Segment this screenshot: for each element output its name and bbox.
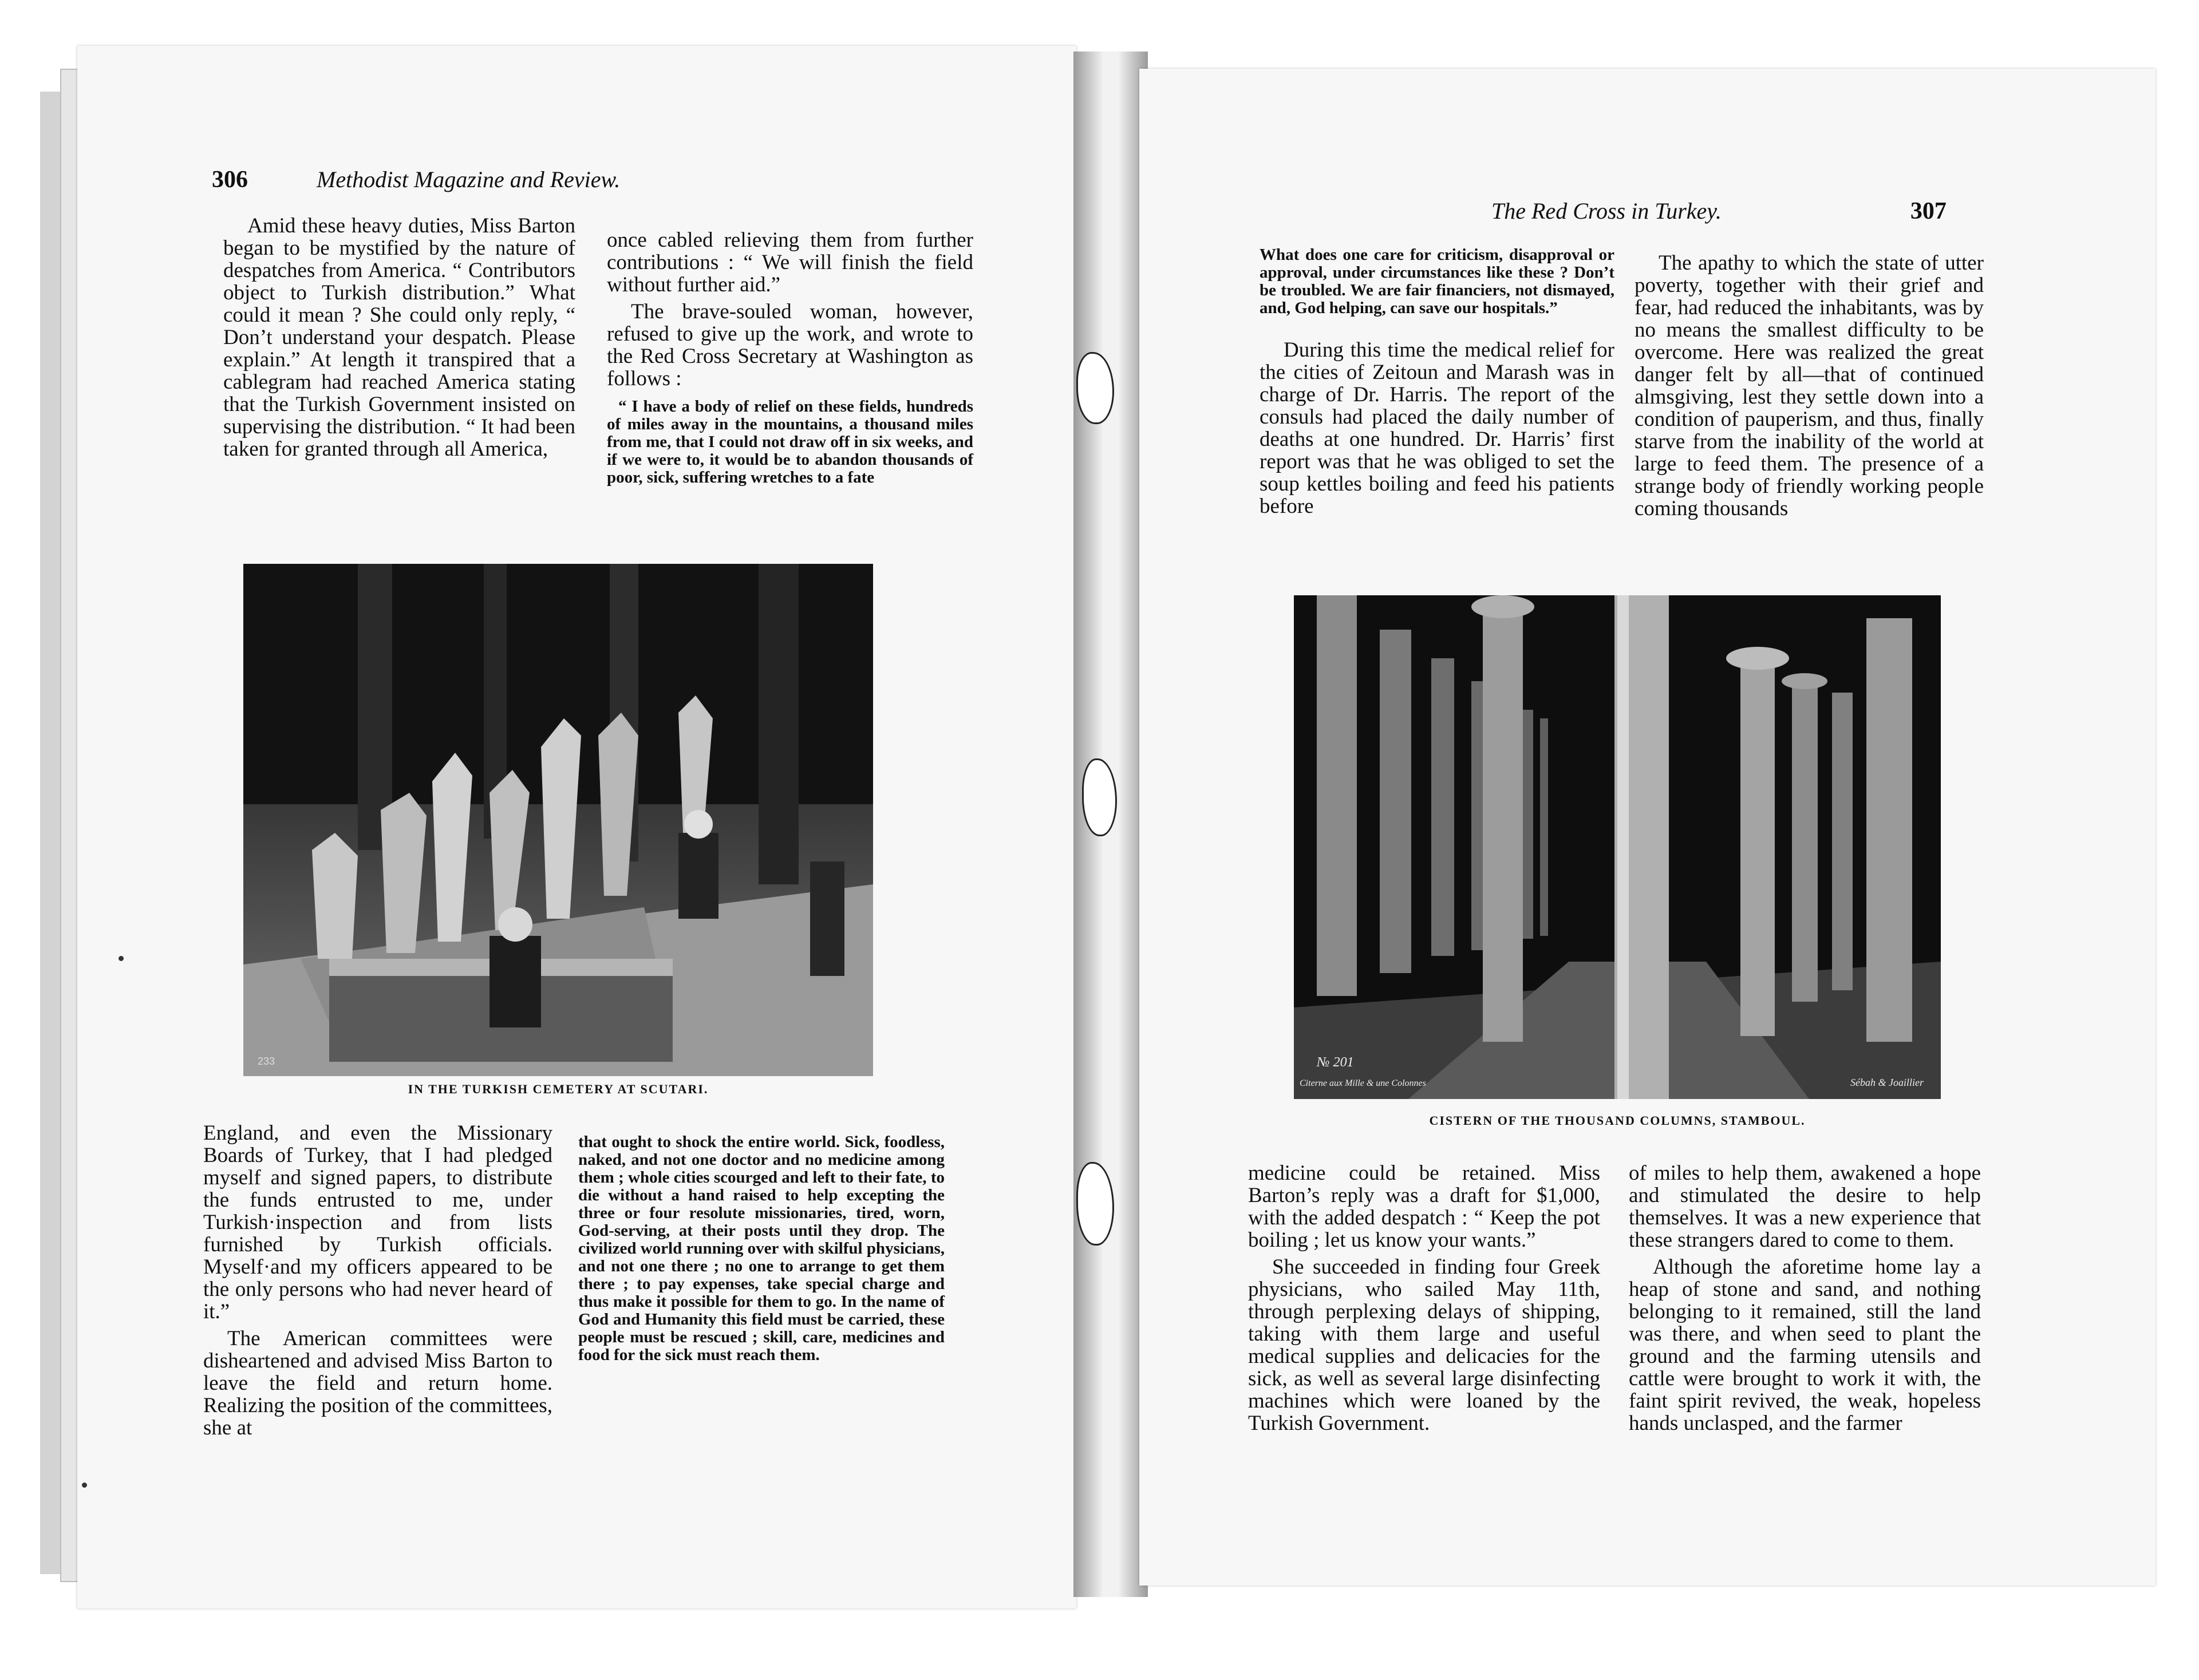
cemetery-photo	[243, 564, 873, 1076]
cemetery-photo-image	[243, 564, 873, 1076]
left-col2-bottom	[578, 1133, 945, 1369]
left-page-header	[212, 166, 620, 193]
paragraph: Amid these heavy duties, Miss Barton began to be mystified by the nature of despatches from America. “ Contributors object to Turkish distribution.” What could it mean ? She could only reply, “ Don’t understand your despatch. Please explain.” At length it transpired that a cablegram had reached America stating that the Turkish Government insisted on supervising the distribution. “ It had been taken for granted through all America,	[223, 214, 575, 461]
right-col1-top	[1260, 246, 1614, 522]
block-quote: that ought to shock the entire world. Sick, foodless, naked, and not one doctor and no medicine among them ; whole cities scourged and left to their fate, to die without a hand raised to help excepting the three or four resolute missionaries, tired, worn, God-serving, at their posts until they drop. The civilized world running over with skilful physicians, and not one there ; no one to arrange to get them there ; to pay expenses, take special charge and thus make it possible for them to go. In the name of God and Humanity this field must be carried, these people must be rescued ; skill, care, medicines and food for the sick must reach them.	[578, 1133, 945, 1364]
cistern-photo	[1294, 595, 1941, 1099]
paragraph: Although the aforetime home lay a heap of stone and sand, and nothing belonging to it remained, still the land was there, and when seed to plant the ground and the farming utensils and cattle were brought to work it with, the faint spirit revived, the weak, hopeless hands unclasped, and the farmer	[1629, 1255, 1981, 1435]
photo-plate-number: 233	[258, 1056, 275, 1067]
block-quote: What does one care for criticism, disapproval or approval, under circumstances like these ? Don’t be troubled. We are fair financiers, not dismayed, and, God helping, can save our hospitals.”	[1260, 246, 1614, 317]
left-running-title: Methodist Magazine and Review.	[317, 167, 621, 192]
left-page-number: 306	[212, 167, 248, 193]
left-col1-top	[223, 215, 575, 465]
paragraph: The apathy to which the state of utter poverty, together with their grief and fear, had reduced the inhabitants, was by no means the smallest difficulty to be overcome. Here was realized the great danger felt by all—that of continued almsgiving, lest they settle down into a condition of pauperism, and thus, finally starve from the inability of the world at large to feed them. The presence of a strange body of friendly working people coming thousands	[1635, 251, 1984, 520]
photo-plate-number: № 201	[1317, 1055, 1354, 1070]
right-page	[1139, 69, 2155, 1586]
right-col2-bottom	[1629, 1162, 1981, 1439]
right-col1-bottom	[1248, 1162, 1600, 1439]
paragraph: once cabled relieving them from further contributions : “ We will finish the field without further aid.”	[607, 228, 973, 297]
paragraph: During this time the medical relief for the cities of Zeitoun and Marash was in charge of Dr. Harris. The report of the consuls had placed the daily number of deaths at one hundred. Dr. Harris’ first report was that he was obliged to set the soup kettles boiling and feed his patients before	[1260, 338, 1614, 518]
left-page	[77, 46, 1076, 1608]
photographer-signature: Sébah & Joaillier	[1850, 1077, 1924, 1088]
right-page-number: 307	[1910, 198, 1947, 224]
right-running-title: The Red Cross in Turkey.	[1491, 198, 1722, 224]
left-col1-bottom	[203, 1122, 552, 1444]
cistern-caption: CISTERN OF THE THOUSAND COLUMNS, STAMBOUL.	[1429, 1113, 1806, 1128]
cistern-photo-image	[1294, 595, 1941, 1099]
paragraph: of miles to help them, awakened a hope and stimulated the desire to help themselves. It was a new experience that these strangers dared to come to them.	[1629, 1161, 1981, 1252]
paragraph: The American committees were disheartened and advised Miss Barton to leave the field and return home. Realizing the position of the committees, she at	[203, 1327, 552, 1440]
page-mark	[119, 956, 124, 961]
paragraph: medicine could be retained. Miss Barton’s reply was a draft for $1,000, with the added despatch : “ Keep the pot boiling ; let us know your wants.”	[1248, 1161, 1600, 1252]
block-quote: “ I have a body of relief on these fields, hundreds of miles away in the mountains, a thousand miles from me, that I could not draw off in six weeks, and if we were to, it would be to abandon thousands of poor, sick, suffering wretches to a fate	[607, 397, 973, 487]
right-col2-top	[1635, 252, 1984, 524]
paragraph: The brave-souled woman, however, refused to give up the work, and wrote to the Red Cross Secretary at Washington as follows :	[607, 300, 973, 390]
paragraph: She succeeded in finding four Greek physicians, who sailed May 11th, through perplexing delays of shipping, taking with them large and useful medical supplies and delicacies for the sick, as well as several large disinfecting machines which were loaned by the Turkish Government.	[1248, 1255, 1600, 1435]
paragraph: England, and even the Missionary Boards of Turkey, that I had pledged myself and signed papers, to distribute the funds entrusted to me, under Turkish·inspection and from lists furnished by Turkish officials. Myself·and my officers appeared to be the only persons who had never heard of it.”	[203, 1121, 552, 1323]
photo-inscription: Citerne aux Mille & une Colonnes	[1300, 1078, 1426, 1088]
page-mark	[82, 1483, 87, 1488]
cemetery-caption: IN THE TURKISH CEMETERY AT SCUTARI.	[408, 1082, 709, 1096]
right-page-header	[1491, 197, 1947, 225]
left-col2-top	[607, 229, 973, 491]
